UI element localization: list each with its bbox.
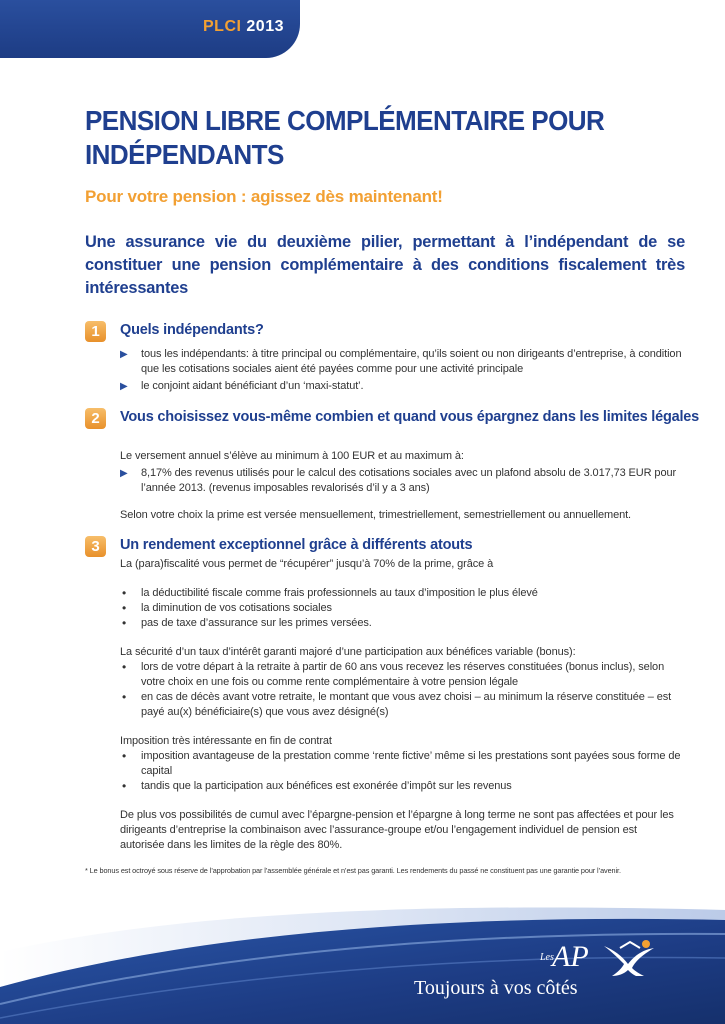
les-ap-logo [540, 940, 690, 980]
section-1-item: ▶ le conjoint aidant bénéficiant d’un ‘maxi-statut’. [120, 379, 682, 394]
section-1-body [120, 347, 682, 394]
section-3-bullet: • tandis que la participation aux bénéfices est exonérée d’impôt sur les revenus [120, 779, 682, 794]
section-2-item: ▶ 8,17% des revenus utilisés pour le calcul des cotisations sociales avec un plafond absolu de 3.017,73 EUR pour l’année 2013. (revenus imposables revalorisés d’il y a 3 ans) [120, 466, 682, 496]
page-title-line-1: PENSION LIBRE COMPLÉMENTAIRE POUR [85, 105, 605, 136]
logo-les-text: Les [540, 952, 554, 963]
section-2-paragraph: Selon votre choix la prime est versée mensuellement, trimestriellement, semestriellement ou annuellement. [120, 509, 632, 521]
page-title-line-2: INDÉPENDANTS [85, 139, 284, 170]
page-subtitle: Pour votre pension : agissez dès maintenant! [85, 187, 443, 206]
section-3-number-badge: 3 [85, 536, 106, 557]
section-3-paragraph: Imposition très intéressante en fin de contrat [120, 735, 332, 747]
section-3-bullet: • pas de taxe d’assurance sur les primes versées. [120, 616, 682, 631]
intro-text: Une assurance vie du deuxième pilier, permettant à l’indépendant de se constituer une pension complémentaire à des conditions fiscalement très intéressantes [85, 233, 685, 297]
logo-ap-text: AP [552, 940, 589, 973]
section-3-bullet: • imposition avantageuse de la prestation comme ‘rente fictive’ même si les prestations sont payées sous forme de capital [120, 749, 682, 779]
page-title [85, 104, 606, 172]
section-3-bullet: • lors de votre départ à la retraite à partir de 60 ans vous recevez les réserves constituées (bonus inclus), selon votre choix en une fois ou comme rente complémentaire à votre pension légale [120, 660, 682, 690]
section-2-number-badge: 2 [85, 408, 106, 429]
section-3-bullet: • en cas de décès avant votre retraite, le montant que vous avez choisi – au minimum la réserve constituée – est payé au(x) bénéficiaire(s) que vous avez désigné(s) [120, 690, 682, 720]
section-3-title: Un rendement exceptionnel grâce à différents atouts [120, 537, 473, 553]
header-code: PLCI [203, 18, 242, 35]
footnote: * Le bonus est octroyé sous réserve de l’approbation par l’assemblée générale et n’est pas garanti. Les rendements du passé ne constituent pas une garantie pour l’avenir. [85, 866, 621, 875]
section-3-paragraph: La (para)fiscalité vous permet de “récupérer” jusqu’à 70% de la prime, grâce à [120, 558, 494, 570]
header-label [203, 18, 284, 36]
section-3-bullet: • la diminution de vos cotisations sociales [120, 601, 682, 616]
section-3-paragraph: La sécurité d’un taux d’intérêt garanti majoré d’une participation aux bénéfices variable (bonus): [120, 646, 576, 658]
section-3-bullet: • la déductibilité fiscale comme frais professionnels au taux d’imposition le plus élevé [120, 586, 682, 601]
section-3-body [120, 557, 682, 853]
header-tab [0, 0, 300, 58]
section-2-body [120, 449, 682, 523]
section-2-paragraph: Le versement annuel s’élève au minimum à 100 EUR et au maximum à: [120, 450, 464, 462]
section-2-title: Vous choisissez vous-même combien et quand vous épargnez dans les limites légales [120, 409, 700, 425]
section-1-title: Quels indépendants? [120, 322, 264, 338]
section-3-paragraph: De plus vos possibilités de cumul avec l’épargne-pension et l’épargne à long terme ne sont pas affectées et pour les dirigeants d’entreprise la combinaison avec l’assurance-groupe et/ou l’engagement individuel de pension est autorisée dans les limites de la règle des 80%. [120, 809, 674, 851]
section-1-item: ▶ tous les indépendants: à titre principal ou complémentaire, qu’ils soient ou non dirigeants d’entreprise, à condition que les cotisations sociales aient été payées comme pour une activité principale [120, 347, 682, 377]
section-1-number-badge: 1 [85, 321, 106, 342]
header-year: 2013 [246, 18, 284, 35]
footer-tagline: Toujours à vos côtés [414, 977, 578, 999]
star-figure-icon [600, 938, 660, 978]
